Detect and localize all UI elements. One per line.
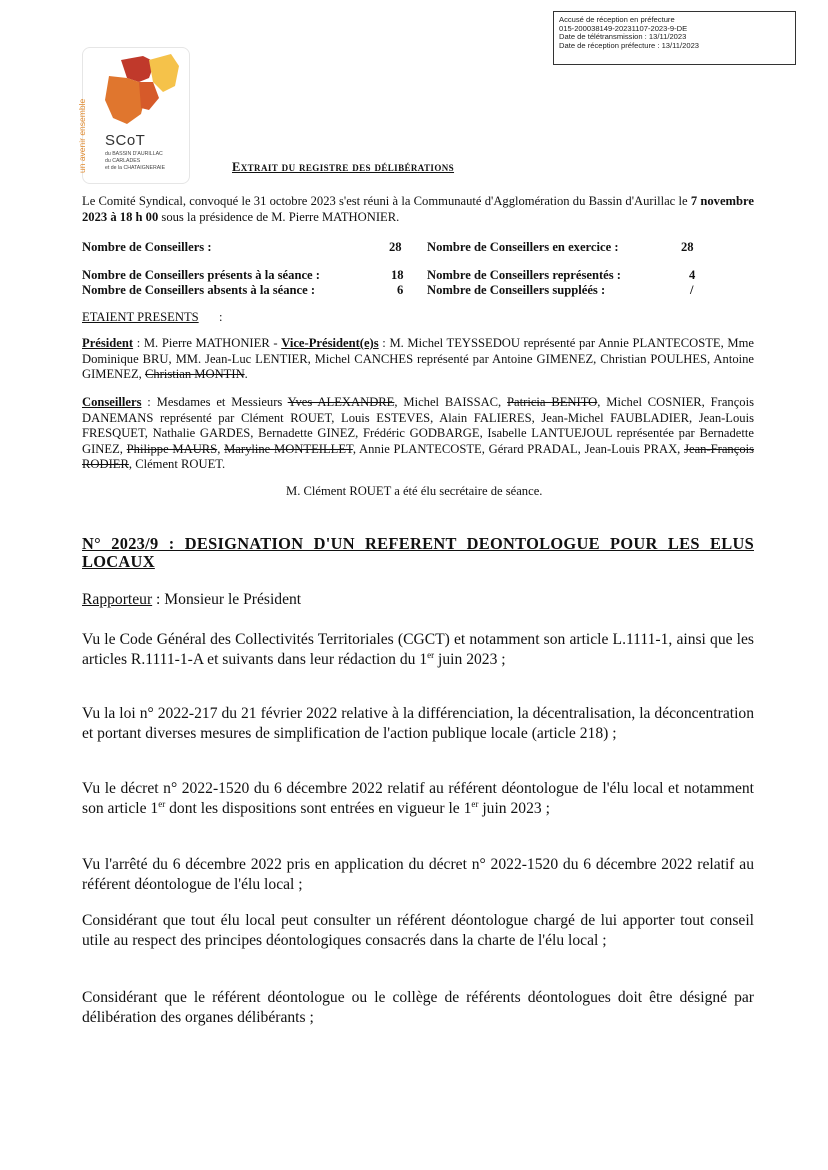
count-label: Nombre de Conseillers présents à la séance : xyxy=(82,268,320,282)
deliberation-title: N° 2023/9 : DESIGNATION D'UN REFERENT DEONTOLOGUE POUR LES ELUS LOCAUX xyxy=(82,534,754,571)
vp-label: Vice-Président(e)s xyxy=(281,336,379,350)
scot-logo xyxy=(77,47,190,184)
session-intro xyxy=(82,194,754,225)
superscript: er xyxy=(471,798,479,809)
absent-name: Yves ALEXANDRE xyxy=(287,395,395,409)
prefecture-receipt-stamp xyxy=(553,11,796,65)
superscript: er xyxy=(158,798,166,809)
considerant-paragraph: Considérant que le référent déontologue ou le collège de référents déontologues doit être désigné par délibération des organes délibérants ; xyxy=(82,989,754,1026)
count-label: Nombre de Conseillers : xyxy=(82,240,212,254)
count-value: 4 xyxy=(689,268,696,282)
secretaire-line: M. Clément ROUET a été élu secrétaire de séance. xyxy=(286,484,543,498)
absent-name: Patricia BENITO xyxy=(507,395,598,409)
visa-text: dont les dispositions sont entrées en vigueur le 1 xyxy=(165,799,472,817)
logo-subtitle: et de la CHATAIGNERAIE xyxy=(105,165,166,171)
absent-name: Maryline MONTEILLET xyxy=(224,441,353,456)
absent-name: Christian MONTIN xyxy=(144,367,245,381)
count-value: 28 xyxy=(389,240,402,254)
extrait-text: Extrait du registre des délibérations xyxy=(232,160,455,174)
president-label: Président xyxy=(82,336,134,350)
superscript: er xyxy=(427,649,435,660)
rapporteur-text: : Monsieur le Président xyxy=(152,591,302,608)
rapporteur-label: Rapporteur xyxy=(82,591,153,608)
count-value: / xyxy=(690,283,694,297)
count-label: Nombre de Conseillers représentés : xyxy=(427,268,621,282)
vp-text: : M. Michel TEYSSEDOU représenté par Annie PLANTECOSTE, Mme Dominique BRU, MM. Jean-Luc LENTIER, Michel CANCHES représenté par Antoine GIMENEZ, Christian POULHES, Antoine GIMENEZ, xyxy=(82,336,754,381)
count-label: Nombre de Conseillers suppléés : xyxy=(427,283,606,297)
visa-text: juin 2023 ; xyxy=(434,650,506,668)
vp-end: . xyxy=(244,367,248,381)
cons-text: , Michel COSNIER, François DANEMANS représenté par Clément ROUET, Louis ESTEVES, Alain FALIERES, Jean-Michel FAUBLADIER, Jean-Louis FRESQUET, Nathalie GARDES, Bernadette GINEZ, Frédéric GODBARGE, Isabelle LANTUEJOUL représentée par Bernadette GINEZ, xyxy=(82,395,755,456)
count-value: 6 xyxy=(397,283,404,297)
session-date: 7 novembre 2023 à 18 h 00 xyxy=(82,194,754,224)
cons-text: : Mesdames et Messieurs xyxy=(141,395,288,409)
visa-paragraph xyxy=(82,779,754,818)
visa-text: Vu le décret n° 2022-1520 du 6 décembre 2022 relatif au référent déontologue de l'élu local et notamment son article 1 xyxy=(82,780,754,817)
count-value: 18 xyxy=(391,268,404,282)
stamp-line: Accusé de réception en préfecture xyxy=(559,15,675,24)
conseillers-label: Conseillers xyxy=(82,395,142,409)
president-paragraph xyxy=(82,336,754,383)
rapporteur-line xyxy=(82,591,301,609)
cons-text: , Michel BAISSAC, xyxy=(394,395,508,409)
stamp-line: 015-200038149-20231107-2023-9-DE xyxy=(559,23,688,33)
stamp-line: Date de télétransmission : 13/11/2023 xyxy=(559,32,687,42)
logo-name: SCoT xyxy=(105,132,146,149)
logo-tagline: un avenir ensemble xyxy=(77,98,87,173)
president-text: : M. Pierre MATHONIER - xyxy=(133,336,282,350)
absent-name: Jean-François RODIER xyxy=(82,441,755,471)
visa-text: Vu le Code Général des Collectivités Territoriales (CGCT) et notamment son article L.1111-1, ainsi que les articles R.1111-1-A et suivants dans leur rédaction du 1 xyxy=(82,631,754,668)
visa-text: juin 2023 ; xyxy=(478,799,550,817)
conseillers-paragraph xyxy=(82,395,754,473)
document-heading xyxy=(232,160,454,175)
visa-paragraph: Vu l'arrêté du 6 décembre 2022 pris en application du décret n° 2022-1520 du 6 décembre 2022 relatif au référent déontologue de l'élu local ; xyxy=(82,856,754,893)
count-label: Nombre de Conseillers absents à la séance : xyxy=(82,283,316,297)
cons-text: , Clément ROUET. xyxy=(128,457,226,471)
stamp-line: Date de réception préfecture : 13/11/2023 xyxy=(559,40,700,50)
visa-paragraph xyxy=(82,630,754,669)
count-value: 28 xyxy=(681,240,694,254)
logo-subtitle: du CARLADES xyxy=(105,158,141,164)
presents-heading: ETAIENT PRESENTS xyxy=(82,310,199,324)
logo-subtitle: du BASSIN D'AURILLAC xyxy=(105,151,163,157)
cons-text: , Annie PLANTECOSTE, Gérard PRADAL, Jean-Louis PRAX, xyxy=(352,441,685,456)
visa-paragraph: Vu la loi n° 2022-217 du 21 février 2022 relative à la différenciation, la décentralisation, la déconcentration et portant diverses mesures de simplification de l'action publique locale (article 218) ; xyxy=(82,705,754,742)
count-label: Nombre de Conseillers en exercice : xyxy=(427,240,619,254)
presents-colon: : xyxy=(219,310,223,324)
cons-text: , xyxy=(217,441,225,456)
considerant-paragraph: Considérant que tout élu local peut consulter un référent déontologue chargé de lui apporter tout conseil utile au respect des principes déontologiques consacrés dans la charte de l'élu local ; xyxy=(82,912,754,949)
intro-part1: Le Comité Syndical, convoqué le 31 octobre 2023 s'est réuni à la Communauté d'Agglomération du Bassin d'Aurillac le xyxy=(82,194,691,208)
absent-name: Philippe MAURS xyxy=(126,441,218,456)
intro-part2: sous la présidence de M. Pierre MATHONIER. xyxy=(158,209,400,224)
